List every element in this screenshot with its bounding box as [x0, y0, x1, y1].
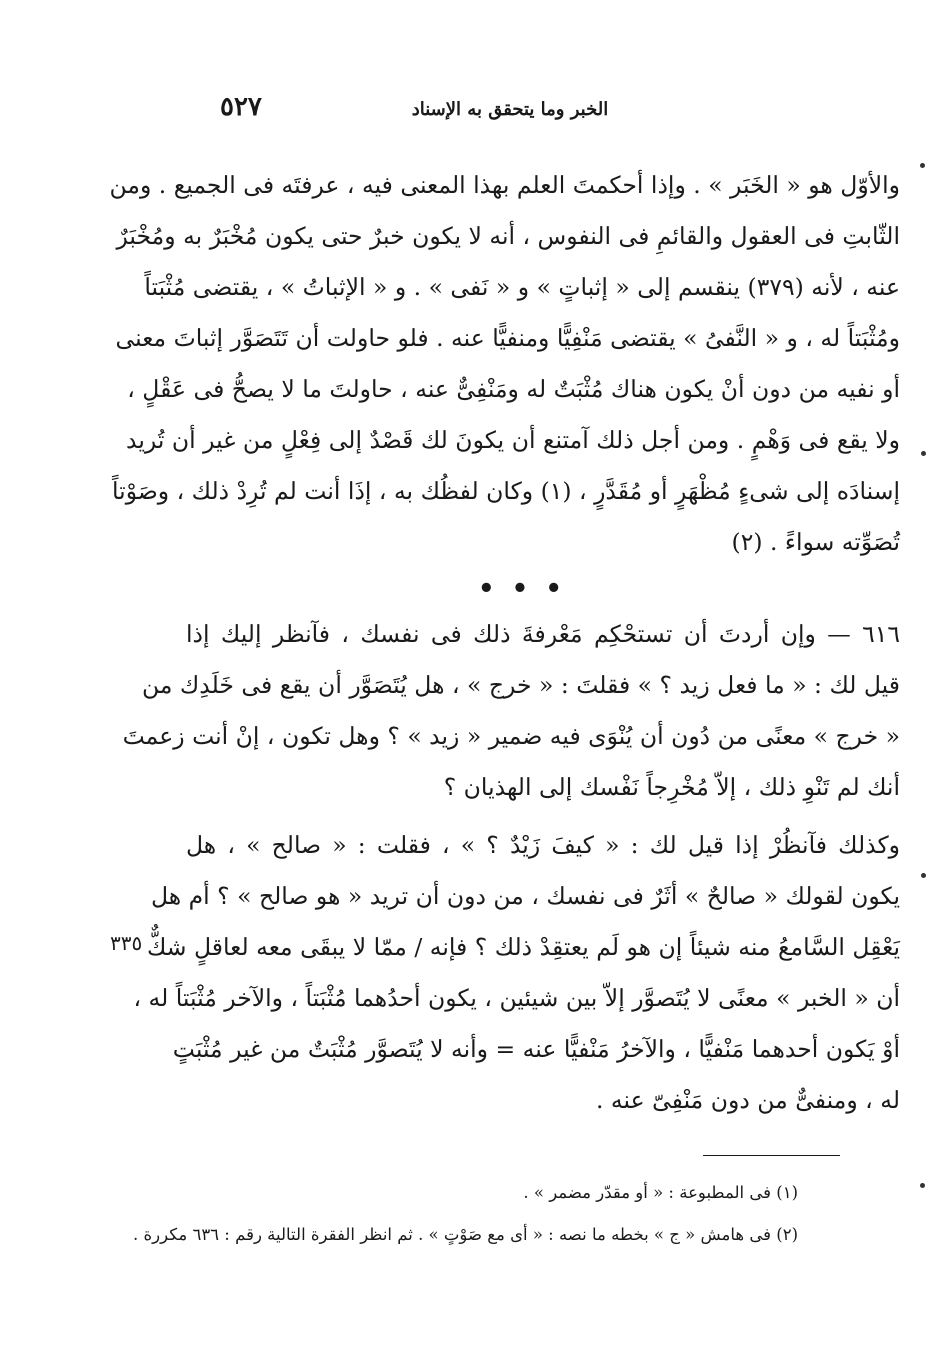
- section-separator: • • •: [478, 574, 566, 604]
- running-header-title: الخبر وما يتحقق به الإسناد: [411, 99, 609, 120]
- text-line: قيل لك : « ما فعل زيد ؟ » فقلتَ : « خرج » ، هل يُتَصَوَّر أن يقع فى خَلَدِك من: [141, 671, 900, 699]
- scan-mark: [920, 163, 925, 168]
- text-line: يكون لقولك « صالحٌ » أثَرٌ فى نفسك ، من دون أن تريد « هو صالح » ؟ أم هل: [150, 882, 900, 910]
- text-line: الثّابتِ فى العقول والقائمِ فى النفوس ، أنه لا يكون خبرٌ حتى يكون مُخْبَرٌ به ومُخْبَرٌ: [116, 222, 900, 250]
- text-line: له ، ومنفىٌّ من دون مَنْفِىّ عنه .: [595, 1086, 900, 1114]
- text-line: وكذلك فآنظُرْ إذا قيل لك : « كيفَ زَيْدٌ ؟ » ، فقلت : « صالح » ، هل: [186, 831, 900, 859]
- margin-page-reference: ٣٣٥: [110, 931, 143, 955]
- text-line: أو نفيه من دون أنْ يكون هناك مُثْبَتٌ له ومَنْفِىٌّ عنه ، حاولتَ ما لا يصحُّ فى عَقْلٍ ،: [127, 375, 900, 403]
- footnote-rule: [703, 1155, 840, 1156]
- footnote-2: (٢) فى هامش « ج » بخطه ما نصه : « أى مع صَوْتٍ » . ثم انظر الفقرة التالية رقم : ٦٣٦ مكررة .: [133, 1225, 798, 1244]
- text-line: تُصَوِّته سواءً . (٢): [731, 528, 900, 556]
- paragraph-1: [109, 160, 900, 568]
- scan-mark: [921, 873, 926, 878]
- paragraph-3: [133, 820, 900, 1126]
- text-line: أن « الخبر » معنًى لا يُتَصوَّر إلاّ بين شيئين ، يكون أحدُهما مُثْبَتاً ، والآخر مُثْبَتاً له ،: [133, 984, 900, 1012]
- footnote-1: (١) فى المطبوعة : « أو مقدّر مضمر » .: [523, 1183, 798, 1202]
- text-line: والأوّل هو « الخَبَر » . وإذا أحكمتَ العلم بهذا المعنى فيه ، عرفتَه فى الجميع . ومن: [109, 171, 900, 199]
- text-line: أنك لم تَنْوِ ذلك ، إلاّ مُخْرِجاً نَفْسك إلى الهذيان ؟: [443, 773, 900, 801]
- scan-mark: [921, 451, 926, 456]
- text-line: ٦١٦ — وإن أردتَ أن تستحْكِم مَعْرفةَ ذلك فى نفسك ، فآنظر إليك إذا: [186, 620, 900, 648]
- text-line: إسنادَه إلى شىءٍ مُظْهَرٍ أو مُقَدَّرٍ ، (١) وكان لفظُك به ، إذَا أنت لم تُرِدْ ذلك ، وصَوْتاً: [112, 477, 900, 505]
- text-line: ولا يقع فى وَهْمٍ . ومن أجل ذلك آمتنع أن يكونَ لك قَصْدٌ إلى فِعْلٍ من غير أن تُريد: [126, 426, 900, 454]
- text-line: ومُثْبَتاً له ، و « النَّفىُ » يقتضى مَنْفِيًّا ومنفيًّا عنه . فلو حاولت أن تَتَصَوَّر إثباتَ معنى: [115, 324, 900, 352]
- text-line: يَعْقِل السَّامعُ منه شيئاً إن هو لَم يعتقِدْ ذلك ؟ فإنه / ممّا لا يبقَى معه لعاقلٍ شكٌّ: [147, 933, 900, 961]
- scan-mark: [920, 1183, 925, 1188]
- text-line: عنه ، لأنه (٣٧٩) ينقسم إلى « إثباتٍ » و « نَفى » . و « الإثباتُ » ، يقتضى مُثْبَتاً: [144, 273, 900, 301]
- page-number: ٥٢٧: [220, 92, 262, 122]
- text-line: أوْ يَكون أحدهما مَنْفيًّا ، والآخرُ مَنْفيًّا عنه = وأنه لا يُتَصوَّر مُثْبَتٌ من غير مُثْبَتٍ: [172, 1035, 900, 1063]
- paragraph-2: [122, 609, 900, 813]
- text-line: « خرج » معنًى من دُون أن يُنْوَى فيه ضمير « زيد » ؟ وهل تكون ، إنْ أنت زعمتَ: [122, 722, 900, 750]
